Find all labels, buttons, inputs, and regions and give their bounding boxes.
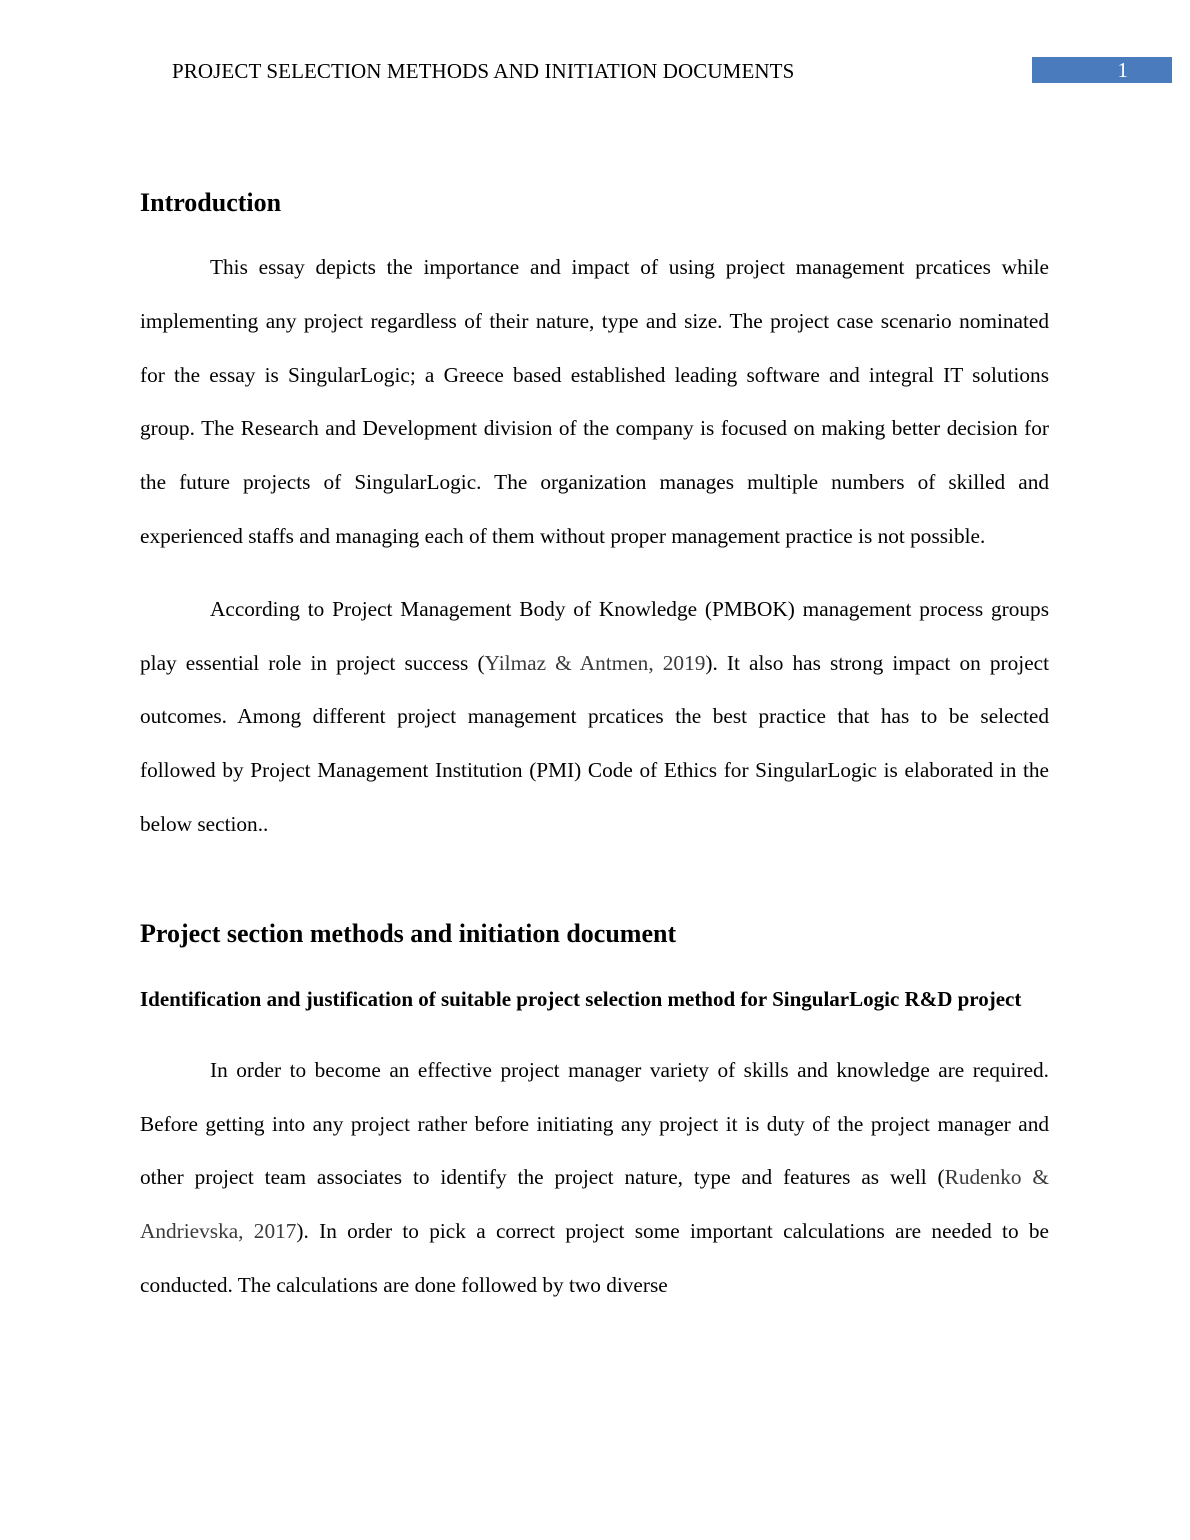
section-heading-methods: Project section methods and initiation document bbox=[140, 918, 677, 948]
section-heading-introduction: Introduction bbox=[140, 188, 282, 217]
subsection-heading-selection-method: Identification and justification of suitable project selection method for SingularLogic R&D project bbox=[140, 986, 1022, 1011]
running-head: PROJECT SELECTION METHODS AND INITIATION DOCUMENTS bbox=[172, 59, 795, 83]
citation-yilmaz-antmen: Yilmaz & Antmen, 2019 bbox=[484, 650, 706, 675]
paragraph-intro-2 bbox=[140, 583, 1049, 852]
paragraph-intro-1: This essay depicts the importance and impact of using project management prcatices while implementing any project regardless of their nature, type and size. The project case scenario nominated for the essay is SingularLogic; a Greece based established leading software and integral IT solutions group. The Research and Development division of the company is focused on making better decision for the future projects of SingularLogic. The organization manages multiple numbers of skilled and experienced staffs and managing each of them without proper management practice is not possible. bbox=[140, 255, 1049, 548]
paragraph-text: According to Project Management Body of Knowledge (PMBOK) management process groups play essential role in project success ( bbox=[140, 596, 1049, 675]
paragraph-text: ). In order to pick a correct project some important calculations are needed to be conducted. The calculations are done followed by two diverse bbox=[140, 1219, 1049, 1297]
paragraph-methods-1 bbox=[140, 1044, 1049, 1313]
citation-rudenko-andrievska: Rudenko & Andrievska, 2017 bbox=[140, 1165, 1049, 1244]
document-body bbox=[140, 180, 1049, 1313]
page-number: 1 bbox=[1117, 58, 1128, 82]
paragraph-text: ). It also has strong impact on project outcomes. Among different project management prcatices the best practice that has to be selected followed by Project Management Institution (PMI) Code of Ethics for SingularLogic is elaborated in the below section.. bbox=[140, 650, 1050, 836]
paragraph-text: In order to become an effective project manager variety of skills and knowledge are required. Before getting into any project rather before initiating any project it is duty of the project manager and other project team associates to identify the project nature, type and features as well ( bbox=[140, 1057, 1049, 1190]
page-number-bar bbox=[1032, 57, 1172, 83]
